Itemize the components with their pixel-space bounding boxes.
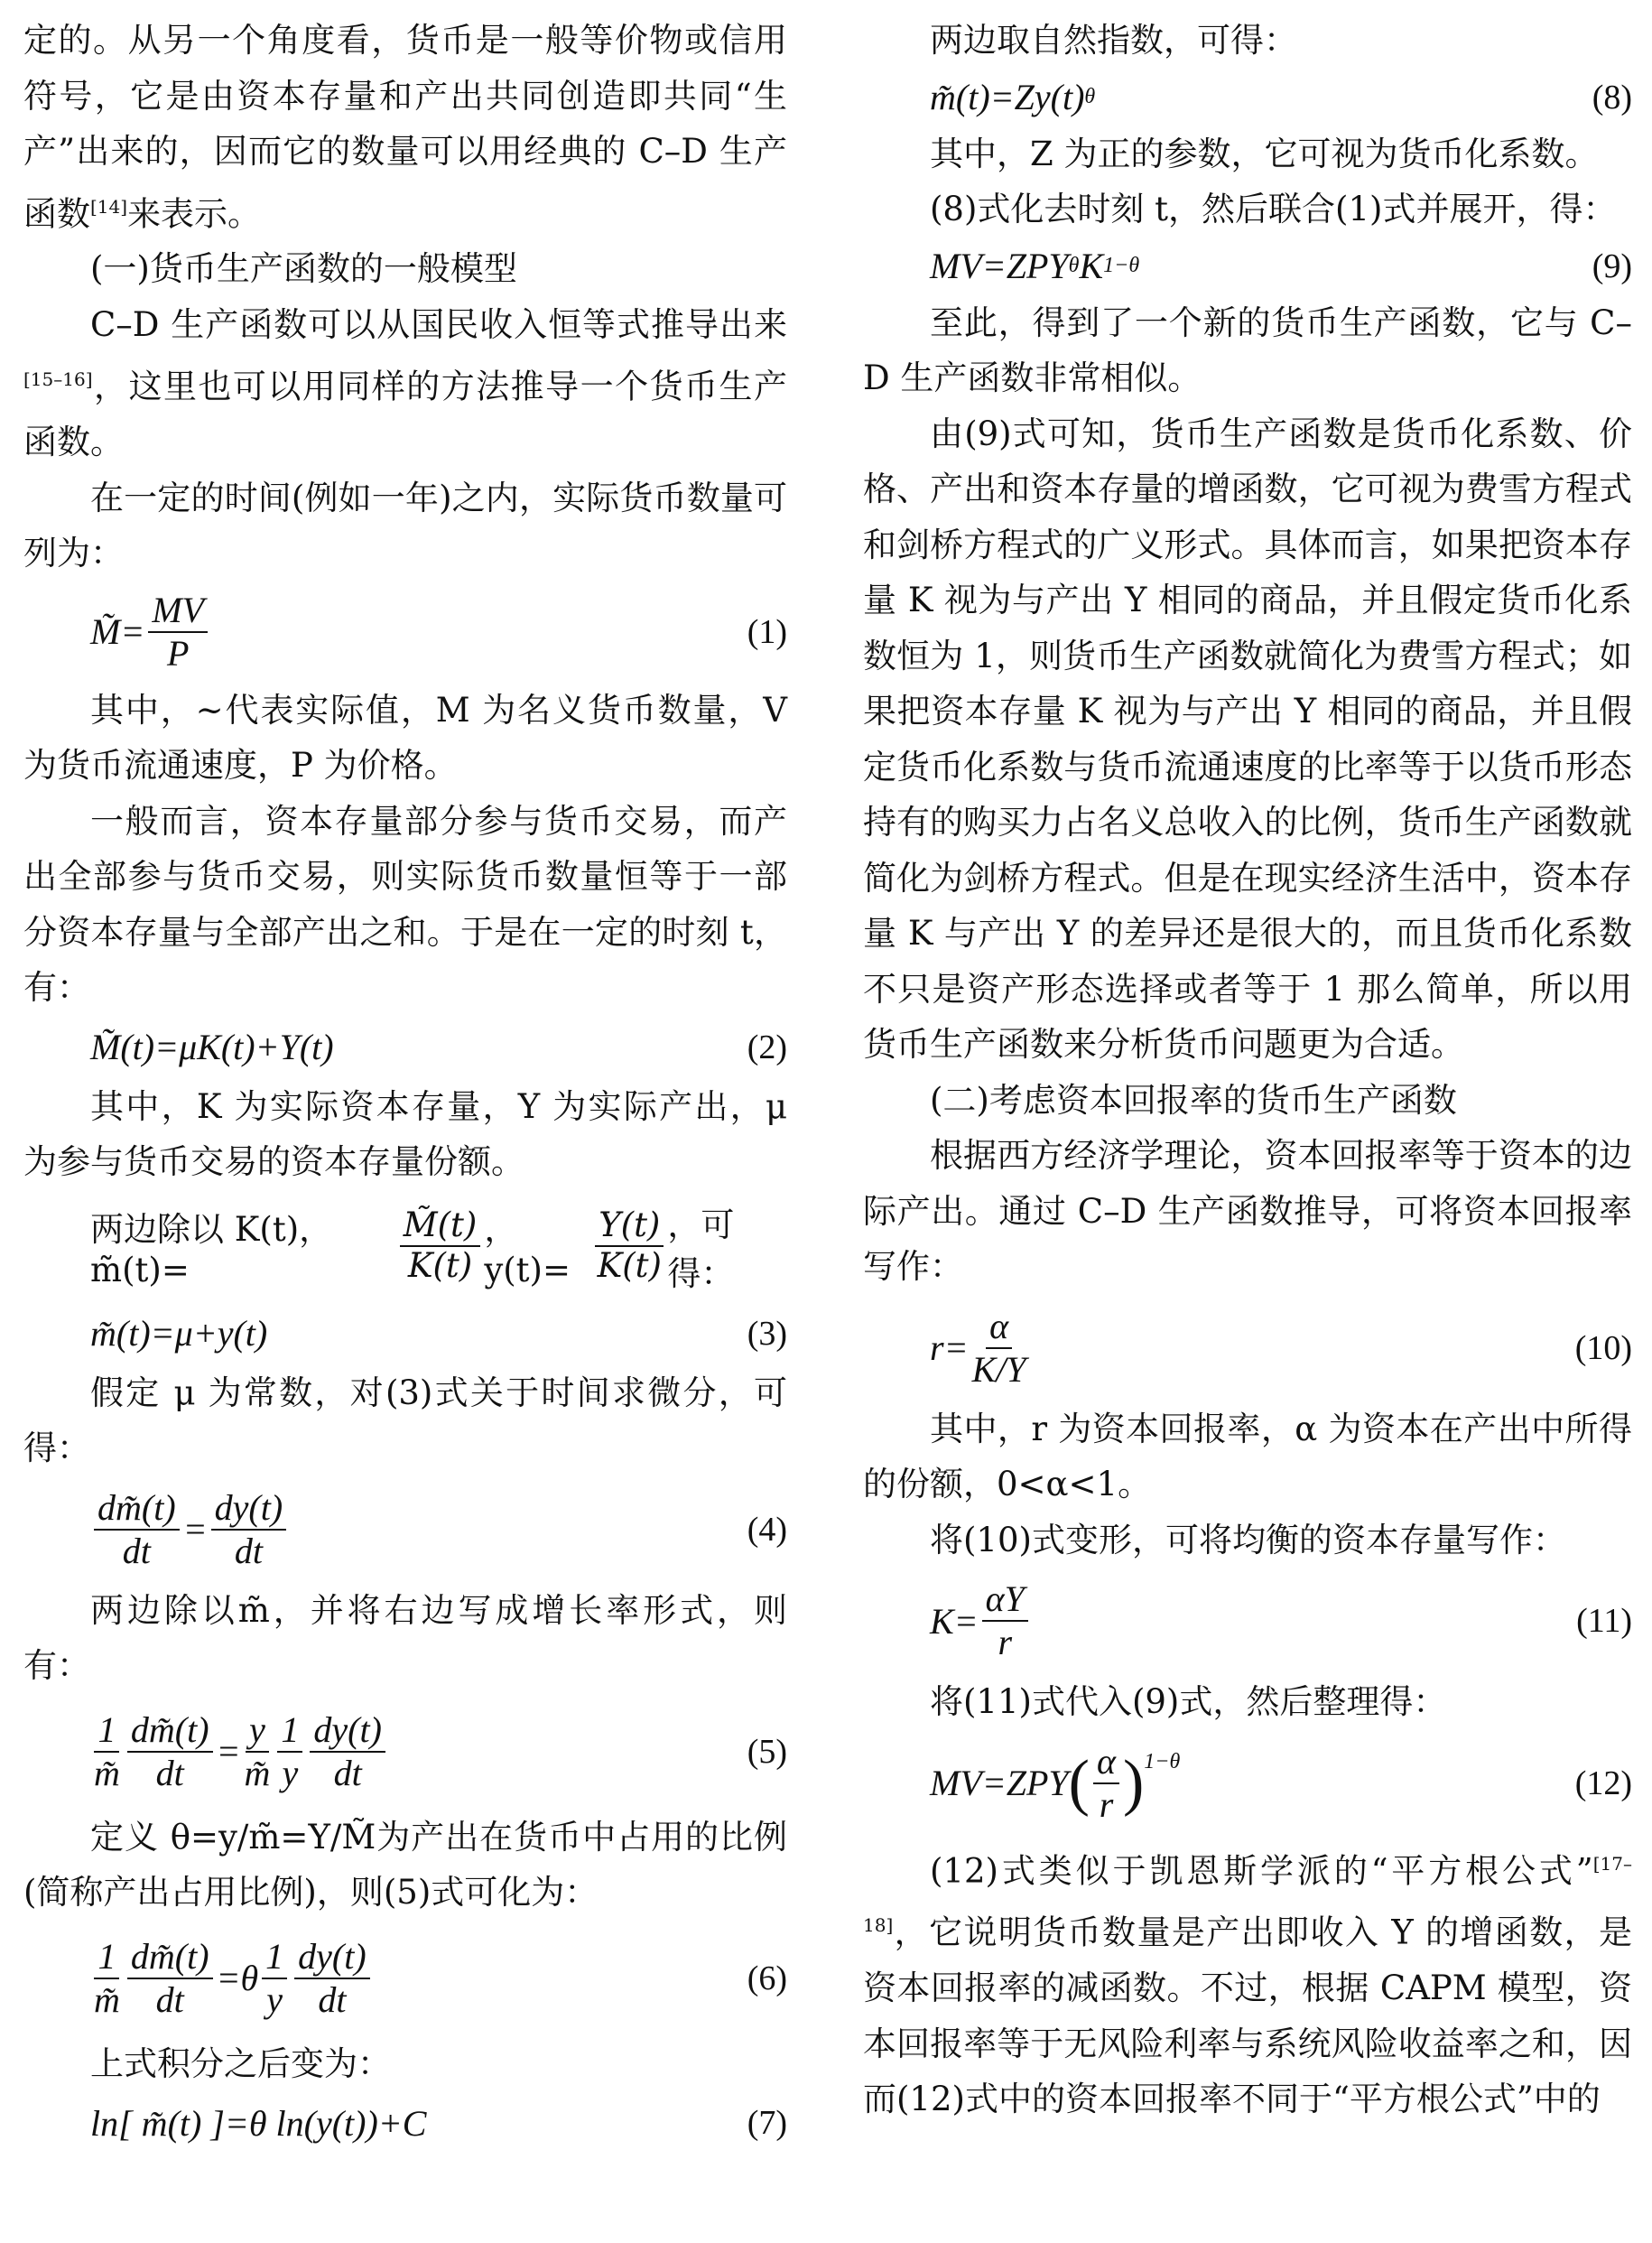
fraction — [244, 1708, 271, 1793]
exponent: 1−θ — [1144, 1749, 1181, 1773]
fraction — [94, 1708, 120, 1793]
right-column — [863, 13, 1632, 2127]
paragraph — [23, 13, 787, 241]
exponent: θ — [1068, 254, 1080, 277]
fraction — [595, 1205, 664, 1285]
eq-text: K — [1079, 246, 1104, 286]
equation-number: (12) — [1574, 1764, 1632, 1802]
paragraph: 由(9)式可知，货币生产函数是货币化系数、价格、产出和资本存量的增函数，它可视为费雪方程式和剑桥方程式的广义形式。具体而言，如果把资本存量 K 视为与产出 Y 相同的商品，并且假定货币化系数恒为 1，则货币生产函数就简化为费雪方程式；如果把资本存量 K 视为与产出 Y 相同的商品，并且假定货币化系数与货币流通速度的比率等于以货币形态持有的购买力占名义总收入的比例，货币生产函数就简化为剑桥方程式。但是在现实经济生活中，资本存量 K 与产出 Y 的差异还是很大的，而且货币化系数不只是资产形态选择或者等于 1 那么简单，所以用货币生产函数来分析货币问题更为合适。 — [863, 414, 1632, 1064]
equation-2 — [23, 1016, 787, 1079]
denominator: dt — [333, 1752, 362, 1793]
equation-4 — [23, 1476, 787, 1583]
numerator: dy(t) — [294, 1938, 370, 1979]
numerator: dm̃(t) — [94, 1489, 180, 1531]
operator: = — [216, 1731, 241, 1773]
exponent: 1−θ — [1103, 254, 1140, 277]
fraction — [971, 1305, 1026, 1390]
paragraph: 其中，~代表实际值，M 为名义货币数量，V 为货币流通速度，P 为价格。 — [23, 690, 787, 786]
paragraph: 其中，K 为实际资本存量，Y 为实际产出，μ 为参与货币交易的资本存量份额。 — [23, 1086, 787, 1182]
denominator: y — [282, 1752, 299, 1793]
left-column — [23, 13, 787, 2155]
denominator: P — [166, 632, 190, 674]
text: (12)式类似于凯恩斯学派的“平方根公式” — [930, 1850, 1593, 1890]
equation-5 — [23, 1694, 787, 1810]
equation-11 — [863, 1568, 1632, 1674]
citation: [14] — [90, 195, 128, 218]
numerator: M̃(t) — [400, 1208, 481, 1247]
paragraph: 将(11)式代入(9)式，然后整理得： — [930, 1682, 1447, 1721]
fraction — [148, 591, 208, 673]
paragraph: 将(10)式变形，可将均衡的资本存量写作： — [930, 1520, 1566, 1559]
eq-lhs: r= — [930, 1327, 969, 1368]
equation-number: (6) — [747, 1959, 787, 1997]
equation-body — [930, 76, 1095, 118]
denominator: dt — [234, 1530, 263, 1571]
text: C–D 生产函数可以从国民收入恒等式推导出来 — [90, 304, 787, 344]
paragraph: 其中，Z 为正的参数，它可视为货币化系数。 — [930, 134, 1599, 173]
right-paren: ) — [1122, 1747, 1145, 1818]
denominator: K(t) — [597, 1245, 662, 1285]
paragraph: 一般而言，资本存量部分参与货币交易，而产出全部参与货币交易，则实际货币数量恒等于一部分资本存量与全部产出之和。于是在一定的时刻 t，有： — [23, 801, 787, 1008]
paragraph: (8)式化去时刻 t，然后联合(1)式并展开，得： — [930, 190, 1617, 228]
exponent: θ — [1084, 85, 1096, 108]
fraction — [262, 1935, 287, 2020]
equation-number: (10) — [1574, 1328, 1632, 1367]
citation: [17–18] — [863, 1852, 1632, 1937]
fraction — [127, 1708, 213, 1793]
denominator: dt — [155, 1752, 184, 1793]
denominator: y — [266, 1978, 283, 2020]
equation-body: m̃(t)=μ+y(t) — [90, 1313, 268, 1354]
denominator: dt — [122, 1530, 151, 1571]
numerator: dm̃(t) — [127, 1938, 213, 1979]
numerator: 1 — [94, 1711, 119, 1753]
denominator: K(t) — [407, 1245, 473, 1285]
fraction — [211, 1486, 287, 1571]
section-heading: (二)考虑资本回报率的货币生产函数 — [930, 1080, 1457, 1120]
equation-body — [930, 1740, 1181, 1825]
eq-lhs: MV=ZPY — [930, 1763, 1069, 1803]
numerator: dy(t) — [211, 1489, 287, 1531]
denominator: r — [998, 1622, 1013, 1662]
equation-1 — [23, 582, 787, 683]
equation-body — [930, 1580, 1032, 1661]
equation-body — [90, 1935, 374, 2020]
denominator: K/Y — [971, 1348, 1026, 1390]
fraction — [400, 1205, 481, 1285]
paragraph-with-fractions — [23, 1190, 787, 1302]
paragraph: 根据西方经济学理论，资本回报率等于资本的边际产出。通过 C–D 生产函数推导，可将资本回报率写作： — [863, 1136, 1632, 1286]
equation-number: (9) — [1592, 247, 1632, 285]
paragraph — [863, 1837, 1632, 2127]
left-paren: ( — [1068, 1747, 1090, 1818]
equation-3 — [23, 1302, 787, 1365]
numerator: 1 — [262, 1938, 287, 1979]
denominator: m̃ — [244, 1752, 271, 1793]
text: ，y(t)= — [484, 1210, 571, 1290]
equation-body: M̃(t)=μK(t)+Y(t) — [90, 1027, 334, 1068]
equation-number: (1) — [747, 612, 787, 651]
equation-number: (5) — [747, 1732, 787, 1771]
numerator: α — [986, 1308, 1012, 1349]
paragraph: 至此，得到了一个新的货币生产函数，它与 C–D 生产函数非常相似。 — [863, 302, 1632, 397]
equation-6 — [23, 1921, 787, 2036]
paragraph: 两边除以m̃，并将右边写成增长率形式，则有： — [23, 1590, 787, 1686]
eq-lhs: K= — [930, 1600, 979, 1642]
fraction — [1093, 1740, 1119, 1825]
denominator: m̃ — [94, 1978, 120, 2020]
equation-number: (3) — [747, 1314, 787, 1353]
denominator: dt — [318, 1978, 347, 2020]
equation-body — [90, 1486, 290, 1571]
text: ，它说明货币数量是产出即收入 Y 的增函数，是资本回报率的减函数。不过，根据 CAPM 模型，资本回报率等于无风险利率与系统风险收益率之和，因而(12)式中的资本回报率不同于“平方根公式”中的 — [863, 1913, 1632, 2119]
numerator: αY — [982, 1580, 1028, 1622]
text: ，可得： — [667, 1205, 735, 1293]
equation-12 — [863, 1730, 1632, 1837]
text: 定的。从另一个角度看，货币是一般等价物或信用符号，它是由资本存量和产出共同创造即共同“生产”出来的，因而它的数量可以用经典的 C–D 生产函数 — [23, 21, 787, 233]
fraction — [94, 1935, 120, 2020]
text: ，这里也可以用同样的方法推导一个货币生产函数。 — [23, 367, 787, 462]
denominator: m̃ — [94, 1752, 120, 1793]
section-heading: (一)货币生产函数的一般模型 — [90, 249, 517, 289]
fraction — [982, 1580, 1028, 1661]
equation-number: (2) — [747, 1028, 787, 1066]
fraction — [94, 1486, 180, 1571]
fraction — [127, 1935, 213, 2020]
denominator: dt — [155, 1978, 184, 2020]
fraction — [310, 1708, 385, 1793]
equation-8 — [863, 69, 1632, 126]
numerator: Y(t) — [595, 1208, 664, 1247]
operator: = — [182, 1509, 208, 1550]
paragraph — [23, 297, 787, 470]
text: 两边除以 K(t)，m̃(t)= — [90, 1210, 333, 1290]
paragraph: 上式积分之后变为： — [90, 2043, 391, 2083]
equation-body — [930, 1305, 1030, 1390]
equation-number: (8) — [1592, 78, 1632, 116]
equation-body — [930, 245, 1139, 287]
equation-9 — [863, 237, 1632, 295]
numerator: y — [246, 1711, 269, 1753]
eq-text: MV=ZPY — [930, 246, 1069, 286]
text: 来表示。 — [127, 193, 262, 233]
eq-text: m̃(t)=Zy(t) — [930, 77, 1085, 117]
paragraph: 在一定的时间(例如一年)之内，实际货币数量可列为： — [23, 478, 787, 573]
numerator: MV — [148, 591, 208, 633]
equation-10 — [863, 1295, 1632, 1401]
eq-lhs: M̃= — [90, 611, 145, 653]
paragraph: 其中，r 为资本回报率，α 为资本在产出中所得的份额，0<α<1。 — [863, 1409, 1632, 1503]
equation-number: (4) — [747, 1510, 787, 1549]
equation-body — [90, 1708, 389, 1793]
numerator: dm̃(t) — [127, 1711, 213, 1753]
paragraph: 两边取自然指数，可得： — [930, 21, 1297, 60]
equation-7 — [23, 2091, 787, 2155]
equation-number: (11) — [1576, 1602, 1632, 1640]
numerator: 1 — [94, 1938, 119, 1979]
paragraph: 假定 μ 为常数，对(3)式关于时间求微分，可得： — [23, 1373, 787, 1468]
equation-body — [90, 591, 211, 673]
operator: =θ — [216, 1958, 259, 1999]
citation: [15–16] — [23, 368, 93, 391]
fraction — [294, 1935, 370, 2020]
equation-number: (7) — [747, 2104, 787, 2143]
numerator: dy(t) — [310, 1711, 385, 1753]
paragraph: 定义 θ=y/m̃=Y/M̃为产出在货币中占用的比例(简称产出占用比例)，则(5)式可化为： — [23, 1817, 787, 1913]
equation-body: ln[ m̃(t) ]=θ ln(y(t))+C — [90, 2102, 427, 2144]
denominator: r — [1099, 1783, 1114, 1825]
numerator: 1 — [277, 1711, 302, 1753]
fraction — [277, 1708, 302, 1793]
numerator: α — [1093, 1743, 1119, 1784]
